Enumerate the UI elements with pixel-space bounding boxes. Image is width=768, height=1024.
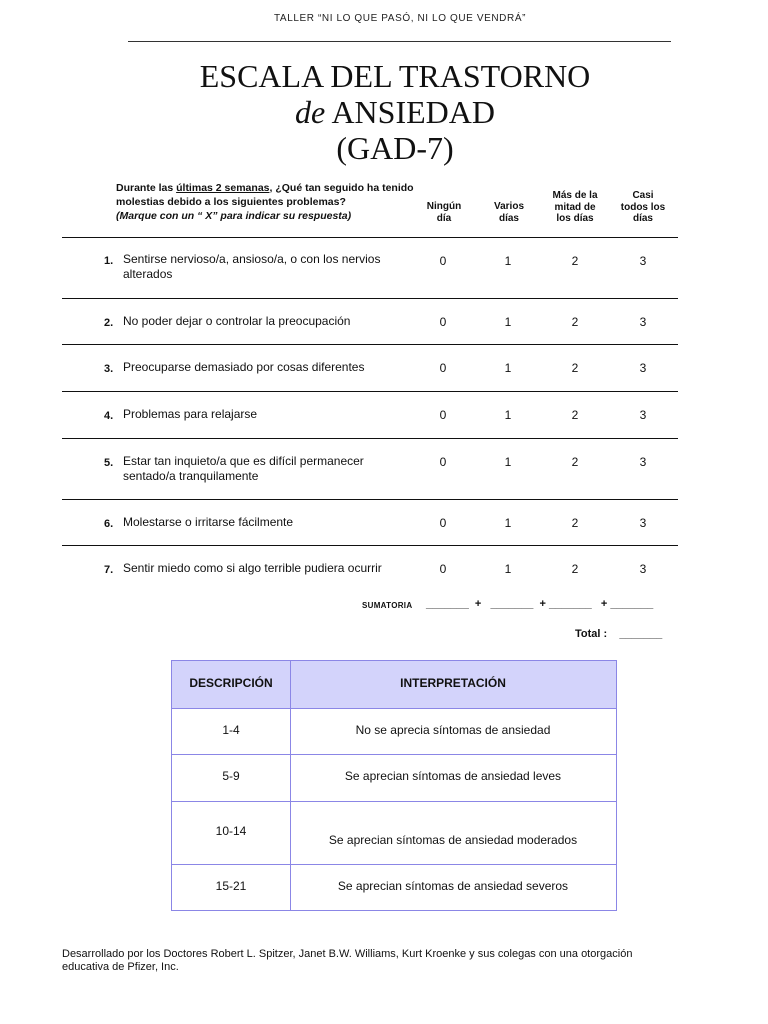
score-option-3[interactable]: 3 [639,361,647,375]
title-line-3: (GAD-7) [336,130,454,166]
score-option-1[interactable]: 1 [504,516,512,530]
question-text: Sentirse nervioso/a, ansioso/a, o con los nervios alterados [123,252,381,281]
score-option-3[interactable]: 3 [639,254,647,268]
interpretation-header-row [172,661,616,708]
col1-l1: Varios [493,201,525,212]
score-option-0[interactable]: 0 [439,562,447,576]
column-header-2 [545,190,605,225]
score-option-1[interactable]: 1 [504,254,512,268]
col2-l3: los días [556,213,594,224]
score-option-0[interactable]: 0 [439,408,447,422]
score-option-1[interactable]: 1 [504,315,512,329]
table-rule [62,298,678,299]
table-rule [62,438,678,439]
col3-l2: todos los [620,201,666,213]
table-rule [62,391,678,392]
title-main: ANSIEDAD [331,94,495,130]
title-line-2 [0,94,768,130]
col2-l1: Más de la [552,190,598,201]
score-range: 1-4 [222,723,240,737]
col1-l2: días [498,212,519,224]
score-option-3[interactable]: 3 [639,315,647,329]
interpretation-text: No se aprecia síntomas de ansiedad [355,723,551,737]
question-number: 3. [104,363,114,375]
question-number: 7. [104,564,114,576]
score-option-2[interactable]: 2 [571,315,579,329]
table-rule [62,237,678,238]
footer-credit: Desarrollado por los Doctores Robert L. Spitzer, Janet B.W. Williams, Kurt Kroenke y sus colegas con una otorgación educativa de Pfizer, Inc. [62,948,633,973]
sum-label: SUMATORIA [362,601,413,610]
question-number: 6. [104,518,114,530]
score-option-1[interactable]: 1 [504,562,512,576]
score-option-1[interactable]: 1 [504,408,512,422]
question-text: Preocuparse demasiado por cosas diferentes [123,360,365,374]
workshop-header: TALLER “NI LO QUE PASÓ, NI LO QUE VENDRÁ” [273,13,527,24]
col3-l3: días [632,213,653,224]
column-header-0 [418,201,470,224]
score-range: 15-21 [215,879,247,893]
question-number: 2. [104,317,114,329]
score-option-2[interactable]: 2 [571,408,579,422]
question-number: 1. [104,255,114,267]
score-option-0[interactable]: 0 [439,315,447,329]
description-header: DESCRIPCIÓN [189,676,273,690]
instructions-underlined: últimas 2 semanas [176,182,270,194]
question-text: Sentir miedo como si algo terrible pudiera ocurrir [123,561,382,575]
question-text: Molestarse o irritarse fácilmente [123,515,294,529]
interpretation-text: Se aprecian síntomas de ansiedad moderados [328,833,578,847]
score-option-1[interactable]: 1 [504,455,512,469]
question-text: Problemas para relajarse [123,407,258,421]
title-line-1: ESCALA DEL TRASTORNO [199,58,591,94]
title-prefix: de [295,94,326,130]
interpretation-row [172,864,616,910]
score-option-2[interactable]: 2 [571,361,579,375]
score-option-3[interactable]: 3 [639,562,647,576]
table-rule [62,499,678,500]
score-option-3[interactable]: 3 [639,516,647,530]
col2-l2: mitad de [554,201,596,213]
sum-fields[interactable]: _______ + _______ + _______ + _______ [426,598,654,610]
table-rule [62,545,678,546]
interpretation-row [172,708,616,754]
interpretation-row [172,801,616,864]
score-option-2[interactable]: 2 [571,562,579,576]
column-header-1 [484,201,534,224]
score-option-3[interactable]: 3 [639,408,647,422]
column-header-3 [614,190,672,225]
instructions-post: , ¿Qué tan seguido ha tenido molestias debido a los siguientes problemas? [116,182,414,208]
interpretation-text: Se aprecian síntomas de ansiedad severos [337,879,569,893]
question-text: Estar tan inquieto/a que es difícil permanecer sentado/a tranquilamente [123,454,364,483]
instructions-italic: (Marque con un “ X” para indicar su respuesta) [116,210,352,222]
score-option-0[interactable]: 0 [439,455,447,469]
interpretation-header: INTERPRETACIÓN [400,676,506,690]
question-number: 5. [104,457,114,469]
score-option-3[interactable]: 3 [639,455,647,469]
page-title [0,58,768,166]
interpretation-table [171,660,617,911]
score-option-0[interactable]: 0 [439,361,447,375]
score-option-0[interactable]: 0 [439,516,447,530]
score-range: 10-14 [215,824,247,838]
column-divider [290,661,291,910]
col0-l2: día [436,212,452,224]
total-field[interactable]: Total : _______ [575,628,663,640]
table-rule [62,344,678,345]
instructions [116,181,416,223]
col0-l1: Ningún [426,201,462,212]
header-divider [128,41,671,42]
score-option-2[interactable]: 2 [571,455,579,469]
col3-l1: Casi [632,190,654,201]
interpretation-text: Se aprecian síntomas de ansiedad leves [344,769,562,783]
score-option-2[interactable]: 2 [571,516,579,530]
score-range: 5-9 [222,769,240,783]
question-text: No poder dejar o controlar la preocupación [123,314,351,328]
score-option-0[interactable]: 0 [439,254,447,268]
question-number: 4. [104,410,114,422]
interpretation-row [172,754,616,801]
instructions-pre: Durante las [116,182,177,194]
score-option-1[interactable]: 1 [504,361,512,375]
score-option-2[interactable]: 2 [571,254,579,268]
